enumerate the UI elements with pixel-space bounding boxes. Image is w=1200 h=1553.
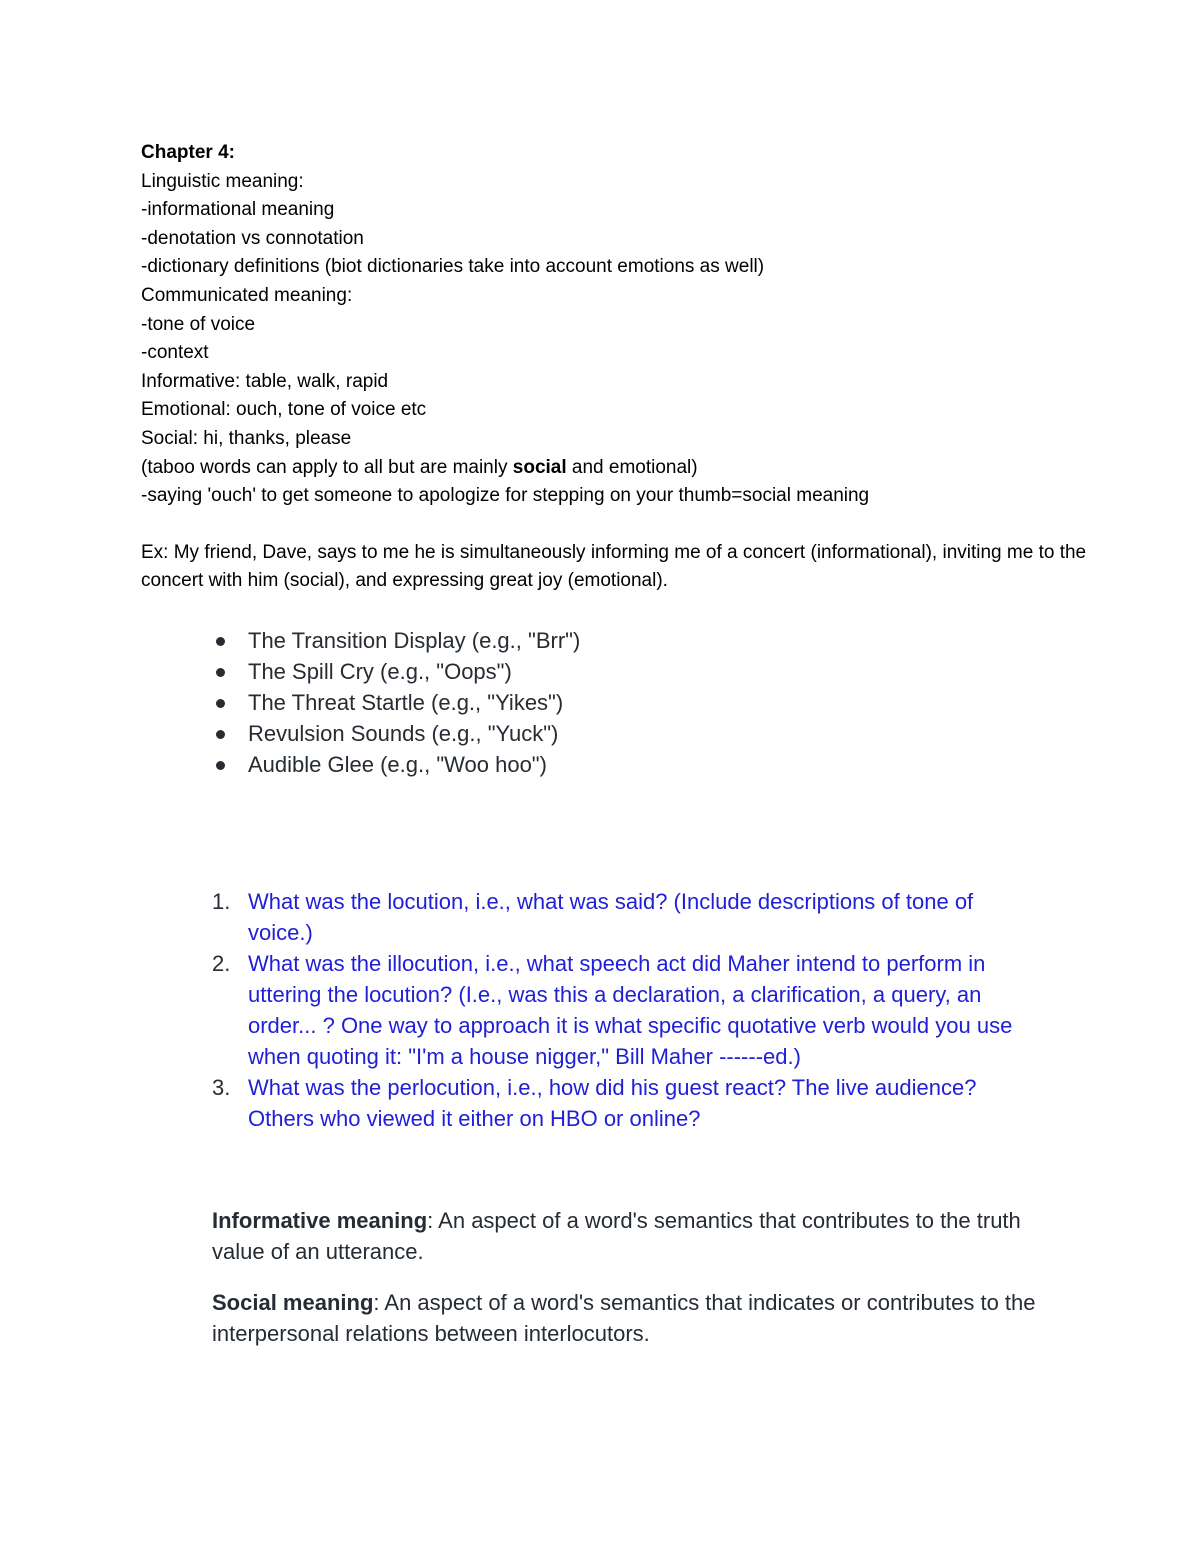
note-line: Social: hi, thanks, please xyxy=(141,427,352,449)
question-text: What was the locution, i.e., what was said? (Include descriptions of tone of voice.) xyxy=(248,889,974,945)
list-item xyxy=(212,687,1112,718)
list-item xyxy=(212,749,1112,780)
bullet-icon xyxy=(216,637,225,646)
list-item-text: Revulsion Sounds (e.g., "Yuck") xyxy=(248,721,559,746)
taboo-post: and emotional) xyxy=(566,456,698,478)
question-text: What was the illocution, i.e., what speech act did Maher intend to perform in uttering the locution? (I.e., was this a declaration, a clarification, a query, an order... ? One way to approach it is what specific quotative verb would you use when quoting it: "I'm a house nigger," Bill Maher ------ed.) xyxy=(248,951,1013,1069)
note-line: -dictionary definitions (biot dictionaries take into account emotions as well) xyxy=(141,256,765,278)
question-number: 2. xyxy=(212,951,231,976)
list-item-text: Audible Glee (e.g., "Woo hoo") xyxy=(248,752,547,777)
question-list xyxy=(212,886,1042,1134)
note-line: Communicated meaning: xyxy=(141,284,353,306)
question-item xyxy=(212,1072,1042,1134)
spacer xyxy=(141,511,1101,539)
chapter-heading: Chapter 4: xyxy=(141,142,235,163)
taboo-pre: (taboo words can apply to all but are mainly xyxy=(141,456,513,478)
list-item-text: The Threat Startle (e.g., "Yikes") xyxy=(248,690,564,715)
definition-term: Social meaning xyxy=(212,1290,374,1315)
list-item xyxy=(212,718,1112,749)
bullet-icon xyxy=(216,761,225,770)
question-text: What was the perlocution, i.e., how did his guest react? The live audience? Others who viewed it either on HBO or online? xyxy=(248,1075,977,1131)
list-item xyxy=(212,625,1112,656)
bullet-icon xyxy=(216,730,225,739)
note-line: Informative: table, walk, rapid xyxy=(141,370,389,392)
question-number: 3. xyxy=(212,1075,231,1100)
note-line: -informational meaning xyxy=(141,199,335,221)
definition-informative xyxy=(212,1205,1072,1267)
bullet-icon xyxy=(216,668,225,677)
list-item-text: The Transition Display (e.g., "Brr") xyxy=(248,628,581,653)
note-line: Emotional: ouch, tone of voice etc xyxy=(141,399,427,421)
bullet-icon xyxy=(216,699,225,708)
definition-term: Informative meaning xyxy=(212,1208,428,1233)
note-line: Linguistic meaning: xyxy=(141,170,304,192)
list-item-text: The Spill Cry (e.g., "Oops") xyxy=(248,659,512,684)
example-paragraph: Ex: My friend, Dave, says to me he is simultaneously informing me of a concert (informational), inviting me to the concert with him (social), and expressing great joy (emotional). xyxy=(141,541,1087,592)
list-item xyxy=(212,656,1112,687)
ouch-note: -saying 'ouch' to get someone to apologize for stepping on your thumb=social meaning xyxy=(141,485,870,507)
question-number: 1. xyxy=(212,889,231,914)
note-line: -denotation vs connotation xyxy=(141,227,364,249)
definition-text: : An aspect of a word's semantics that contributes to the truth value of an utterance. xyxy=(212,1208,1021,1264)
response-cry-list xyxy=(212,625,1112,780)
note-line: -tone of voice xyxy=(141,313,256,335)
note-line: -context xyxy=(141,342,209,364)
chapter-notes xyxy=(141,139,1101,596)
definitions xyxy=(212,1205,1072,1369)
question-item xyxy=(212,886,1042,948)
question-item xyxy=(212,948,1042,1072)
taboo-bold: social xyxy=(512,456,567,478)
definition-text: : An aspect of a word's semantics that indicates or contributes to the interpersonal relations between interlocutors. xyxy=(212,1290,1036,1346)
definition-social xyxy=(212,1287,1072,1349)
taboo-note xyxy=(141,454,1101,483)
